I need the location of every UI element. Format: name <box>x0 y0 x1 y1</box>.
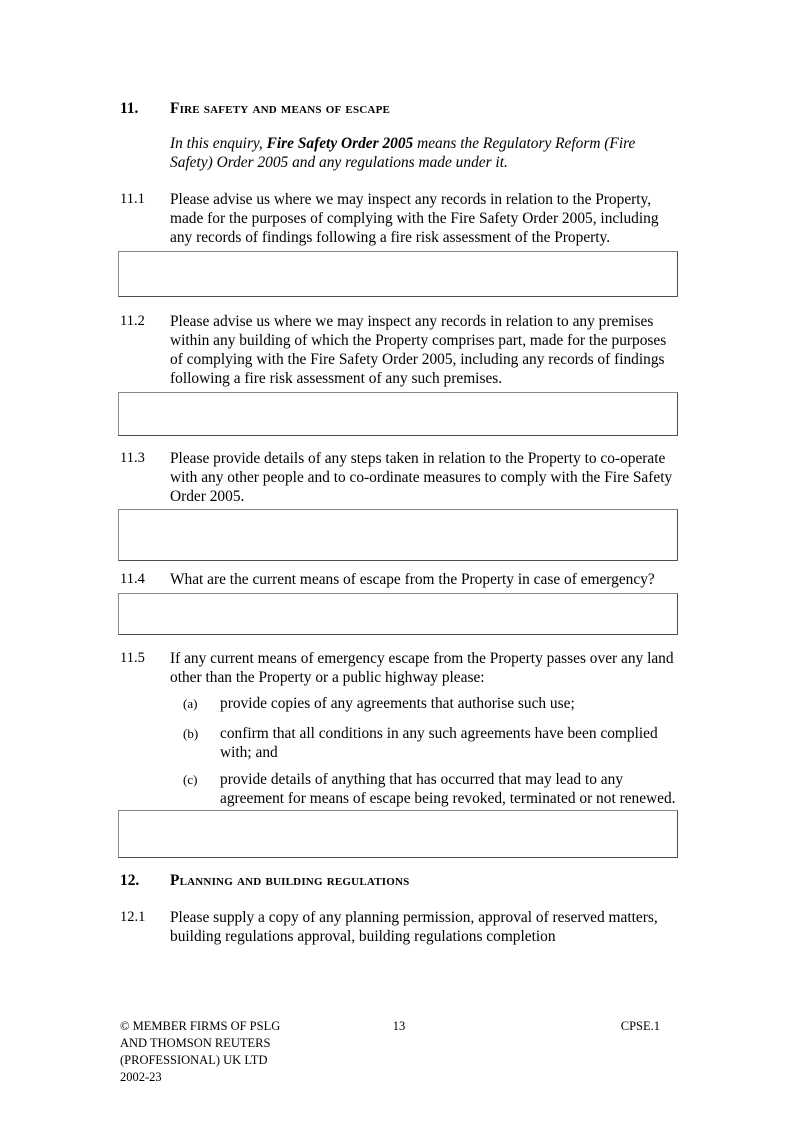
answer-box-11-1[interactable] <box>118 251 678 297</box>
copyright-line: AND THOMSON REUTERS <box>120 1036 271 1050</box>
question-row-11-4 <box>118 570 678 589</box>
document-reference: CPSE.1 <box>620 1019 660 1033</box>
question-row-11-2 <box>118 312 678 388</box>
answer-box-11-3[interactable] <box>118 509 678 561</box>
question-text: What are the current means of escape from the Property in case of emergency? <box>170 571 655 588</box>
subitem-c <box>183 770 678 808</box>
question-text: If any current means of emergency escape from the Property passes over any land other than the Property or a public highway please: <box>170 650 674 686</box>
section-number: 12. <box>120 872 140 889</box>
question-text: Please provide details of any steps taken in relation to the Property to co-operate with any other people and to co-ordinate measures to comply with the Fire Safety Order 2005. <box>170 450 673 505</box>
copyright-line: (PROFESSIONAL) UK LTD <box>120 1053 268 1067</box>
copyright-line: 2002-23 <box>120 1070 162 1084</box>
question-row-11-3 <box>118 449 678 506</box>
section-12-heading <box>118 871 678 890</box>
subitem-label: (a) <box>183 696 198 711</box>
page-content <box>118 99 678 946</box>
question-row-11-1 <box>118 190 678 247</box>
subitem-label: (b) <box>183 726 199 741</box>
subitem-label: (c) <box>183 772 198 787</box>
question-row-11-5 <box>118 649 678 687</box>
question-text: Please advise us where we may inspect any records in relation to any premises within any building of which the Property comprises part, made for the purposes of complying with the Fire Safety Order 2005, including any records of findings following a fire risk assessment of any such premises. <box>170 313 667 387</box>
subitem-b <box>183 724 678 762</box>
subitem-text: provide copies of any agreements that authorise such use; <box>220 695 575 712</box>
question-number: 11.2 <box>120 313 145 329</box>
question-number: 11.4 <box>120 571 145 587</box>
section-title: Fire safety and means of escape <box>170 100 391 117</box>
defined-term: Fire Safety Order 2005 <box>266 135 414 152</box>
subitem-a <box>183 694 678 713</box>
answer-box-11-5[interactable] <box>118 810 678 858</box>
subitem-text: confirm that all conditions in any such agreements have been complied with; and <box>220 725 658 761</box>
section-title: Planning and building regulations <box>170 872 410 889</box>
question-text: Please supply a copy of any planning permission, approval of reserved matters, building regulations approval, building regulations completion <box>170 909 658 945</box>
subitem-text: provide details of anything that has occurred that may lead to any agreement for means of escape being revoked, terminated or not renewed. <box>220 771 676 807</box>
question-row-12-1 <box>118 908 678 946</box>
section-11-definition <box>170 134 676 172</box>
section-11-heading <box>118 99 678 118</box>
answer-box-11-4[interactable] <box>118 593 678 635</box>
definition-prefix: In this enquiry, <box>170 135 267 152</box>
page-footer <box>120 1018 678 1086</box>
copyright-line: © MEMBER FIRMS OF PSLG <box>120 1019 281 1033</box>
question-number: 12.1 <box>120 909 146 925</box>
question-number: 11.5 <box>120 650 145 666</box>
definition-suffix: means the Regulatory Reform (Fire Safety) Order 2005 and any regulations made under it. <box>170 135 636 171</box>
question-number: 11.3 <box>120 450 145 466</box>
section-number: 11. <box>120 100 139 117</box>
answer-box-11-2[interactable] <box>118 392 678 436</box>
question-text: Please advise us where we may inspect any records in relation to the Property, made for the purposes of complying with the Fire Safety Order 2005, including any records of findings following a fire risk assessment of the Property. <box>170 191 659 246</box>
page-number: 13 <box>392 1019 406 1033</box>
question-number: 11.1 <box>120 191 145 207</box>
